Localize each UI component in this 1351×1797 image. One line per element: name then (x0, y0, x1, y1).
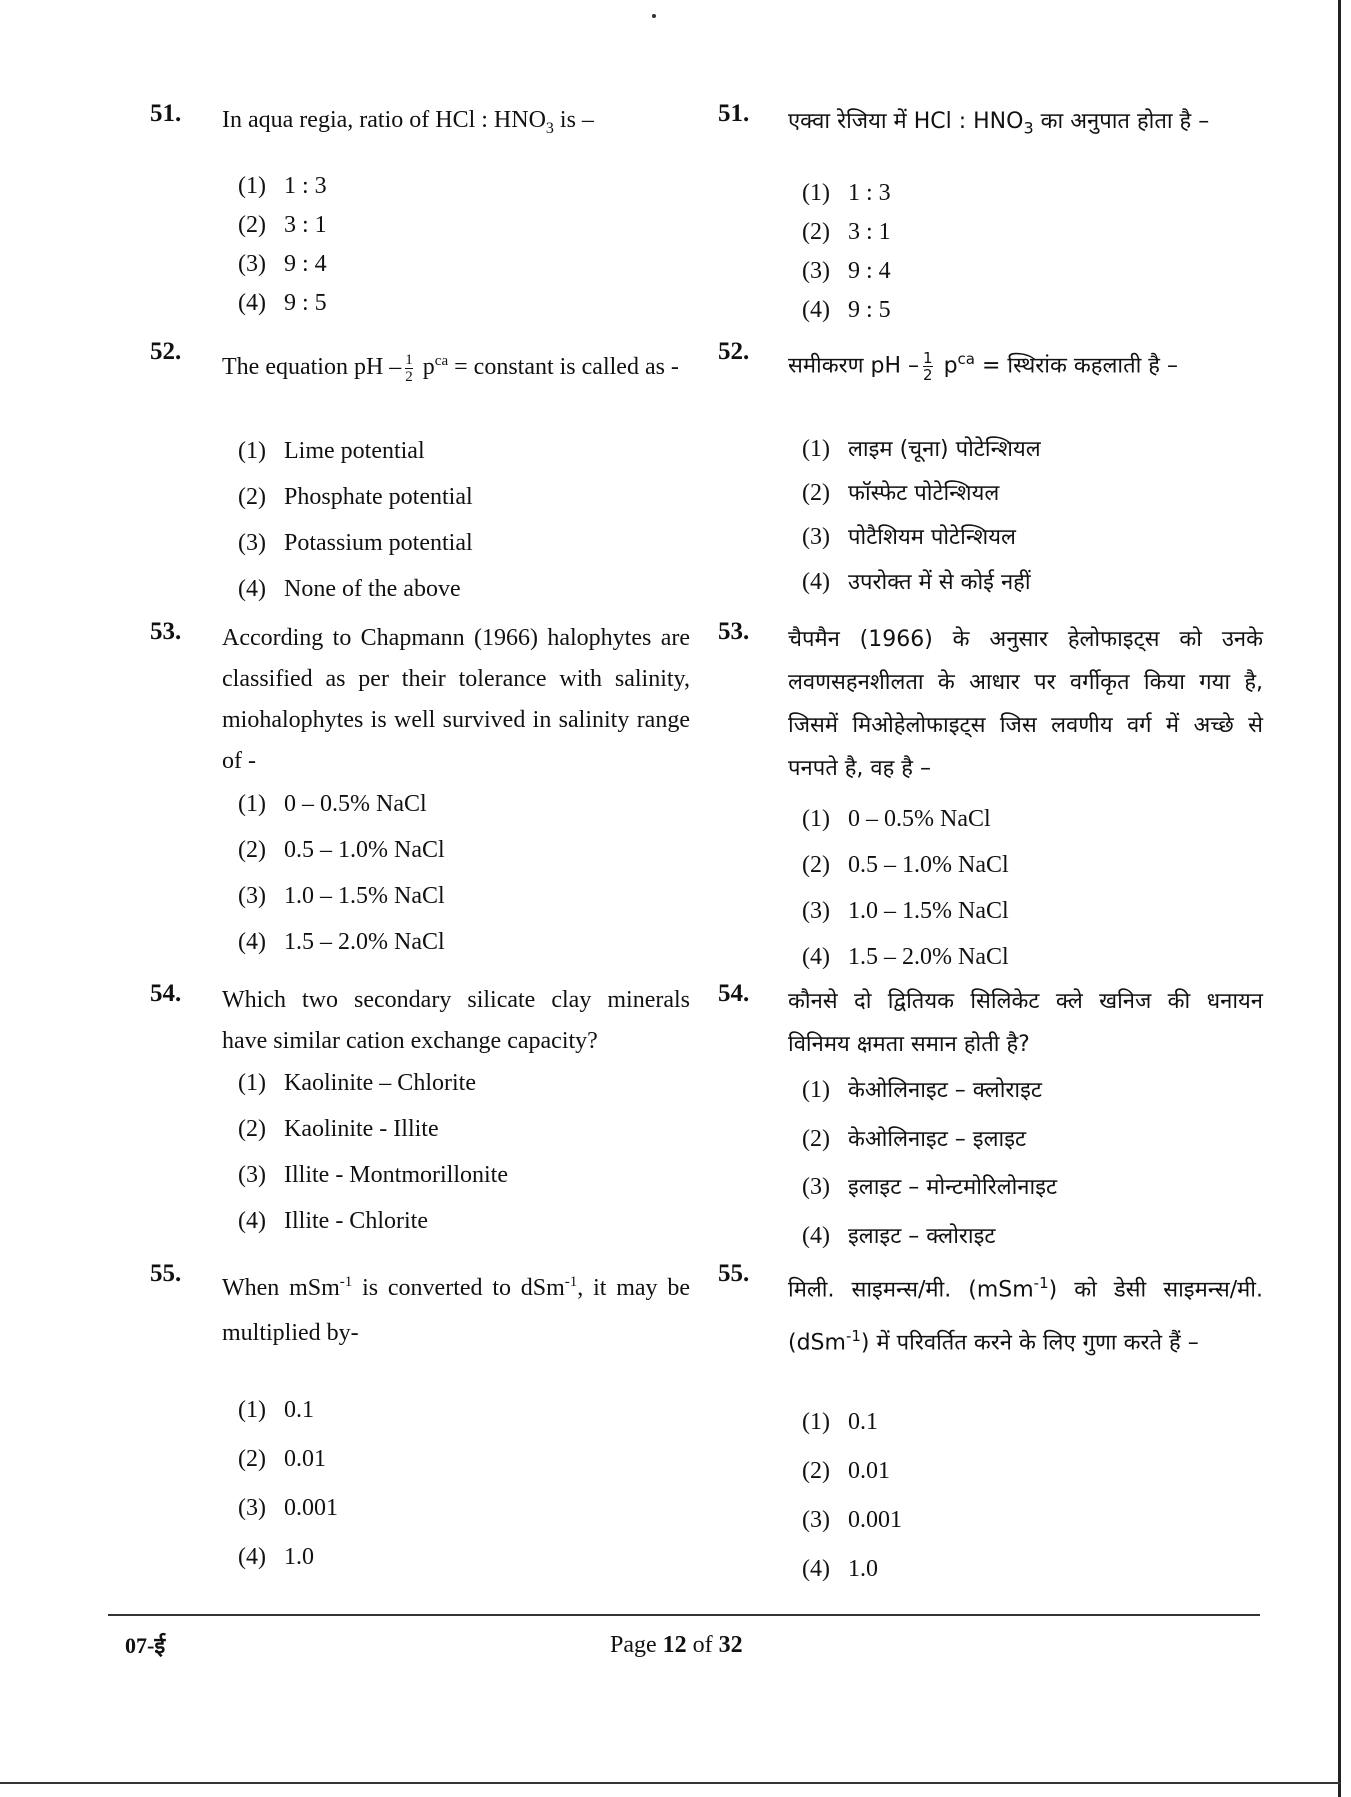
option-4: (4) उपरोक्त में से कोई नहीं (802, 569, 1031, 595)
option-3: (3) 9 : 4 (238, 251, 327, 277)
option-3: (3) 1.0 – 1.5% NaCl (802, 898, 1009, 924)
option-3: (3) 1.0 – 1.5% NaCl (238, 883, 445, 909)
question-stem: एक्वा रेजिया में HCl : $HNO_3$ का अनुपात होता है – (788, 109, 1210, 138)
option-2: (2) 0.01 (238, 1446, 326, 1472)
page-number: Page 12 of 32 (610, 1632, 743, 1658)
option-3: (3) 0.001 (802, 1507, 902, 1533)
option-2: (2) केओलिनाइट – इलाइट (802, 1126, 1027, 1152)
question-stem: Which two secondary silicate clay minerals have similar cation exchange capacity? (222, 987, 690, 1054)
option-2: (2) 3 : 1 (802, 219, 891, 245)
page-border-right (1338, 0, 1341, 1797)
question-number: 55. (718, 1260, 750, 1287)
option-3: (3) इलाइट – मोन्टमोरिलोनाइट (802, 1174, 1058, 1200)
option-3: (3) पोटैशियम पोटेन्शियल (802, 524, 1016, 550)
option-1: (1) 0.1 (238, 1397, 314, 1423)
option-3: (3) Potassium potential (238, 530, 473, 556)
question-stem: The equation pH – $\frac{1}{2}$ $p^{ca}$ = constant is called as - (222, 351, 679, 385)
fraction: $\frac{1}{2}$ (405, 351, 413, 385)
option-1: (1) 0.1 (802, 1409, 878, 1435)
option-4: (4) 9 : 5 (238, 290, 327, 316)
question-stem: कौनसे दो द्वितियक सिलिकेट क्ले खनिज की धनायन विनिमय क्षमता समान होती है? (788, 989, 1263, 1057)
option-4: (4) इलाइट – क्लोराइट (802, 1223, 996, 1249)
option-2: (2) 0.01 (802, 1458, 890, 1484)
question-number: 53. (150, 618, 182, 645)
option-1: (1) 1 : 3 (802, 180, 891, 206)
option-1: (1) 0 – 0.5% NaCl (238, 791, 427, 817)
option-2: (2) 3 : 1 (238, 212, 327, 238)
option-3: (3) 9 : 4 (802, 258, 891, 284)
option-1: (1) लाइम (चूना) पोटेन्शियल (802, 436, 1041, 462)
question-number: 51. (150, 100, 182, 127)
option-1: (1) Lime potential (238, 438, 425, 464)
option-4: (4) Illite - Chlorite (238, 1208, 428, 1234)
option-2: (2) 0.5 – 1.0% NaCl (802, 852, 1009, 878)
option-2: (2) Phosphate potential (238, 484, 473, 510)
question-stem: समीकरण pH – $\frac{1}{2}$ $p^{ca}$ = स्थिरांक कहलाती है – (788, 348, 1178, 384)
fraction: $\frac{1}{2}$ (923, 348, 933, 384)
option-1: (1) 1 : 3 (238, 173, 327, 199)
question-number: 52. (150, 338, 182, 365)
question-number: 52. (718, 338, 750, 365)
question-number: 54. (718, 980, 750, 1007)
option-4: (4) None of the above (238, 576, 461, 602)
option-1: (1) 0 – 0.5% NaCl (802, 806, 991, 832)
question-number: 54. (150, 980, 182, 1007)
option-3: (3) Illite - Montmorillonite (238, 1162, 508, 1188)
question-stem: In aqua regia, ratio of HCl : $HNO_3$ is – (222, 107, 594, 137)
question-stem: When mSm$^{-1}$ is converted to dSm$^{-1}$, it may be multiplied by- (222, 1274, 690, 1346)
question-number: 55. (150, 1260, 182, 1287)
option-4: (4) 1.5 – 2.0% NaCl (238, 929, 445, 955)
option-2: (2) Kaolinite - Illite (238, 1116, 439, 1142)
option-2: (2) 0.5 – 1.0% NaCl (238, 837, 445, 863)
question-stem: चैपमैन (1966) के अनुसार हेलोफाइट्स को उनके लवणसहनशीलता के आधार पर वर्गीकृत किया गया है, जिसमें मिओहेलोफाइट्स जिस लवणीय वर्ग में अच्छे से पनपते है, वह है – (788, 627, 1263, 781)
paper-code: 07-ई (125, 1633, 166, 1658)
option-4: (4) 1.5 – 2.0% NaCl (802, 944, 1009, 970)
option-2: (2) फॉस्फेट पोटेन्शियल (802, 480, 1000, 506)
question-number: 53. (718, 618, 750, 645)
scan-dot (652, 14, 656, 18)
option-4: (4) 1.0 (802, 1556, 878, 1582)
question-stem: मिली. साइमन्स/मी. (mSm$^{-1}$) को डेसी साइमन्स/मी. (dSm$^{-1}$) में परिवर्तित करने के लिए गुणा करते हैं – (788, 1274, 1263, 1356)
option-4: (4) 9 : 5 (802, 297, 891, 323)
option-1: (1) Kaolinite – Chlorite (238, 1070, 476, 1096)
option-1: (1) केओलिनाइट – क्लोराइट (802, 1077, 1042, 1103)
footer-divider (108, 1614, 1260, 1616)
option-3: (3) 0.001 (238, 1495, 338, 1521)
question-number: 51. (718, 100, 750, 127)
option-4: (4) 1.0 (238, 1544, 314, 1570)
question-stem: According to Chapmann (1966) halophytes are classified as per their tolerance with salinity, miohalophytes is well survived in salinity range of - (222, 625, 690, 774)
page-border-bottom (0, 1782, 1341, 1784)
